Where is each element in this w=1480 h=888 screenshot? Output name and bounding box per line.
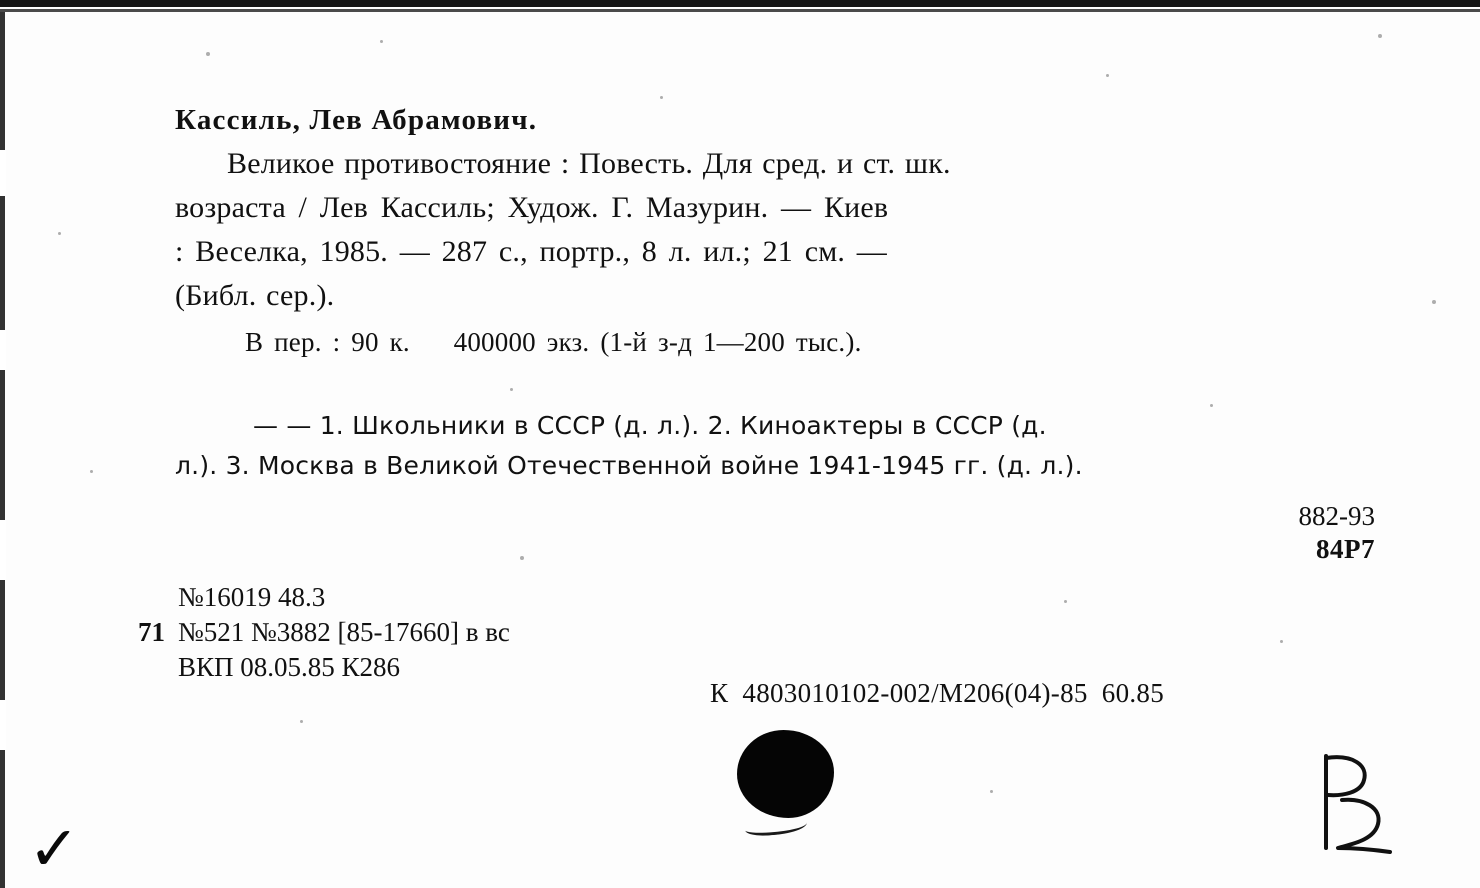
title-line-4: (Библ. сер.). <box>175 279 335 312</box>
checkmark-icon: ✓ <box>28 812 80 885</box>
scan-speck <box>660 96 663 99</box>
acquisition-notes <box>138 580 510 685</box>
scan-speck <box>1432 300 1436 304</box>
scan-speck <box>1378 34 1382 38</box>
scan-speck <box>520 556 524 560</box>
imprint-code: К 4803010102-002/М206(04)-85 60.85 <box>710 678 1165 708</box>
scan-speck <box>380 40 383 43</box>
acquisition-line-2: №521 №3882 [85-17660] в вс <box>178 617 510 647</box>
card-body <box>175 100 1375 486</box>
handwritten-initials-mark <box>1312 748 1402 858</box>
scan-speck <box>206 52 210 56</box>
title-line-2: возраста / Лев Кассиль; Худож. Г. Мазурин. — Киев <box>175 191 889 224</box>
subject-line-2: л.). 3. Москва в Великой Отечественной войне 1941-1945 гг. (д. л.). <box>175 451 1083 480</box>
classification-codes <box>1299 500 1376 566</box>
scan-edge-left <box>0 12 5 888</box>
udc-code: 882-93 <box>1298 501 1375 531</box>
scan-speck <box>1106 74 1109 77</box>
subject-line-1: — — 1. Школьники в СССР (д. л.). 2. Киноактеры в СССР (д. <box>253 411 1047 440</box>
scan-speck <box>1064 600 1067 603</box>
bbk-code: 84Р7 <box>1316 534 1375 564</box>
scan-edge-gap <box>0 700 6 750</box>
acquisition-line-1: №16019 48.3 <box>178 582 326 612</box>
scan-speck <box>990 790 993 793</box>
scan-edge-gap <box>0 330 6 370</box>
scan-speck <box>1280 640 1283 643</box>
ink-blot-mark <box>737 730 834 818</box>
title-line-1: Великое противостояние : Повесть. Для сред. и ст. шк. <box>227 147 951 180</box>
scan-speck <box>58 232 61 235</box>
acquisition-marker: 71 <box>138 617 165 647</box>
scan-edge-top <box>0 0 1480 7</box>
scan-edge-top-secondary <box>0 9 1480 12</box>
author-heading: Кассиль, Лев Абрамович. <box>175 104 538 136</box>
acquisition-line-3: ВКП 08.05.85 К286 <box>178 652 401 682</box>
title-statement <box>175 142 1360 318</box>
price-and-print-run: В пер. : 90 к. 400000 экз. (1-й з-д 1—200 тыс.). <box>245 327 862 357</box>
ink-blot-smear <box>744 816 807 837</box>
subject-headings <box>175 406 1365 486</box>
scan-speck <box>90 470 93 473</box>
scan-edge-gap <box>0 150 6 196</box>
title-line-3: : Веселка, 1985. — 287 с., портр., 8 л. ил.; 21 см. — <box>175 235 887 268</box>
scan-speck <box>300 720 303 723</box>
scan-edge-gap <box>0 520 6 580</box>
